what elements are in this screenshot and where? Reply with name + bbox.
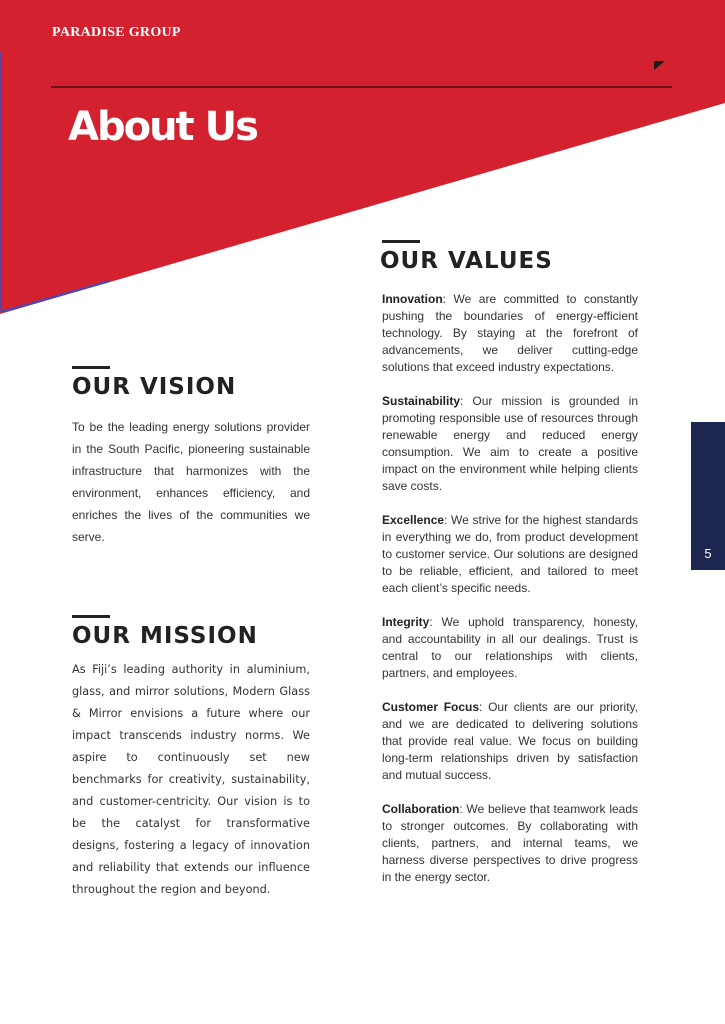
- page-number: 5: [704, 546, 712, 561]
- value-description: : We believe that teamwork leads to stronger outcomes. By collaborating with clients, partners, and internal teams, we harness diverse perspectives to drive progress in the energy sector.: [382, 802, 638, 884]
- value-item-excellence: [382, 512, 638, 597]
- mission-heading: OUR MISSION: [72, 623, 258, 649]
- value-name: Collaboration: [382, 802, 460, 816]
- page-title: About Us: [68, 104, 257, 150]
- header-divider: [51, 86, 672, 88]
- value-name: Innovation: [382, 292, 443, 306]
- vision-text: To be the leading energy solutions provider in the South Pacific, pioneering sustainable infrastructure that harmonizes with the environment, enhances efficiency, and enriches the lives of the communities we serve.: [72, 420, 310, 544]
- value-item-innovation: [382, 291, 638, 376]
- value-name: Excellence: [382, 513, 445, 527]
- value-description: : We uphold transparency, honesty, and accountability in all our dealings. Trust is central to our relationships with clients, partners, and employees.: [382, 615, 638, 680]
- value-name: Customer Focus: [382, 700, 480, 714]
- value-name: Sustainability: [382, 394, 461, 408]
- value-item-sustainability: [382, 393, 638, 495]
- value-name: Integrity: [382, 615, 430, 629]
- value-description: : Our clients are our priority, and we are dedicated to delivering solutions that provide real value. We focus on building long-term relationships driven by satisfaction and mutual success.: [382, 700, 638, 782]
- vision-heading-bar: [72, 366, 110, 369]
- red-diagonal-banner: [0, 0, 725, 314]
- mission-text: As Fiji’s leading authority in aluminium, glass, and mirror solutions, Modern Glass & Mirror envisions a future where our impact transcends industry norms. We aspire to continuously set new benchmarks for creativity, sustainability, and customer-centricity. Our vision is to be the catalyst for transformative designs, fostering a legacy of innovation and reliability that extends our influence throughout the region and beyond.: [72, 663, 310, 896]
- value-item-customer-focus: [382, 699, 638, 784]
- value-description: : Our mission is grounded in promoting responsible use of resources through renewable energy and reduced energy consumption. We aim to create a positive impact on the environment while helping clients save costs.: [382, 394, 638, 493]
- vision-heading: OUR VISION: [72, 374, 237, 400]
- value-description: : We strive for the highest standards in everything we do, from product development to customer service. Our solutions are designed to be reliable, efficient, and tailored to meet each client’s specific needs.: [382, 513, 638, 595]
- mission-heading-bar: [72, 615, 110, 618]
- values-heading: OUR VALUES: [380, 248, 553, 274]
- values-heading-bar: [382, 240, 420, 243]
- brand-name: PARADISE GROUP: [52, 25, 181, 40]
- corner-mark-icon: [654, 61, 666, 71]
- value-description: : We are committed to constantly pushing the boundaries of energy-efficient technology. By staying at the forefront of advancements, we deliver cutting-edge solutions that exceed industry expectations.: [382, 292, 638, 374]
- value-item-integrity: [382, 614, 638, 682]
- values-list: [382, 291, 638, 903]
- value-item-collaboration: [382, 801, 638, 886]
